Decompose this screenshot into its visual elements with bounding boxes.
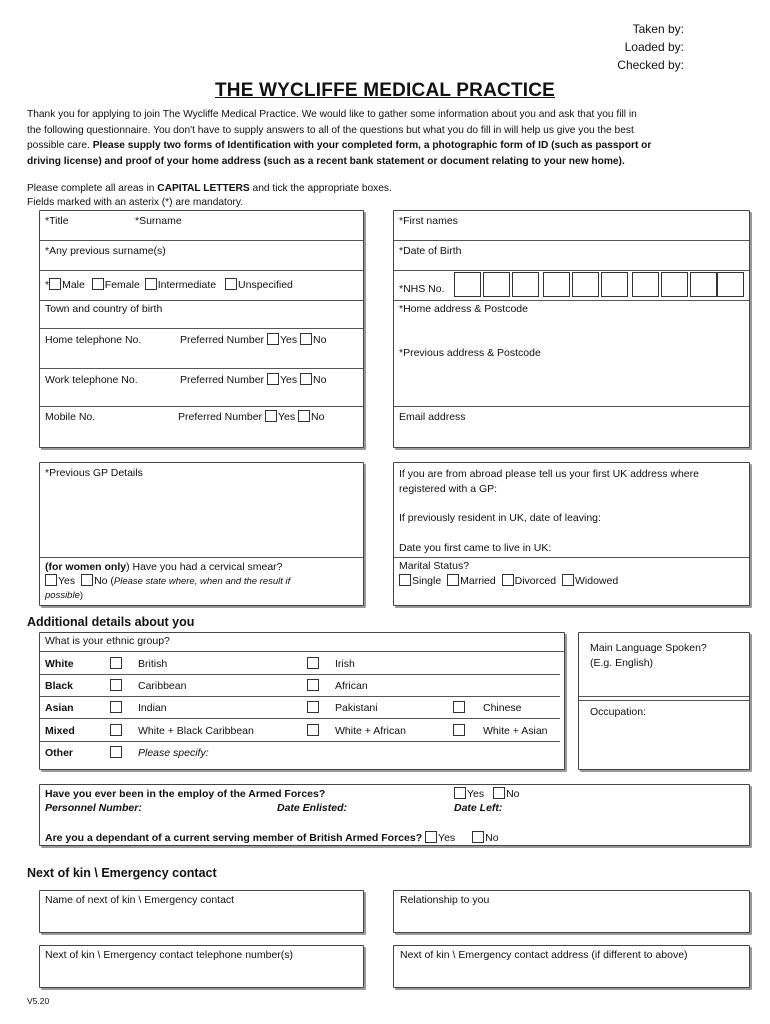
dependant-yes-checkbox[interactable] xyxy=(425,831,437,843)
mobile-no-label: No xyxy=(311,411,325,423)
date-leaving-label: If previously resident in UK, date of leaving: xyxy=(399,512,601,524)
asian-pakistani-checkbox[interactable] xyxy=(307,701,319,713)
single-label: Single xyxy=(412,575,442,587)
nhs-digit-10[interactable] xyxy=(717,272,744,297)
other-ethnic-checkbox[interactable] xyxy=(110,746,122,758)
dependant-no-checkbox[interactable] xyxy=(472,831,484,843)
smear-note: Please state where, when and the result if xyxy=(113,576,291,587)
black-african-checkbox[interactable] xyxy=(307,679,319,691)
personnel-number-label[interactable]: Personnel Number: xyxy=(45,802,142,814)
ethnic-row-line-4 xyxy=(40,741,560,742)
other-specify-label: Please specify: xyxy=(138,747,209,759)
asian-indian-label: Indian xyxy=(138,702,167,714)
mobile-preferred-label: Preferred Number xyxy=(178,411,263,423)
armed-forces-no-checkbox[interactable] xyxy=(493,787,505,799)
married-checkbox[interactable] xyxy=(447,574,459,586)
dob-label: *Date of Birth xyxy=(399,245,462,257)
work-preferred-no-checkbox[interactable] xyxy=(300,373,312,385)
home-address-label: *Home address & Postcode xyxy=(399,303,528,315)
black-caribbean-checkbox[interactable] xyxy=(110,679,122,691)
cervical-smear-question: ) Have you had a cervical smear? xyxy=(126,561,283,573)
home-preferred-label: Preferred Number xyxy=(180,334,265,346)
date-of-birth-field[interactable] xyxy=(394,241,749,271)
work-no-label: No xyxy=(313,374,327,386)
mandatory-note: Fields marked with an asterix (*) are mandatory. xyxy=(27,197,244,208)
next-of-kin-heading: Next of kin \ Emergency contact xyxy=(27,866,217,880)
caps-instruction-b: CAPITAL LETTERS xyxy=(157,183,250,194)
mobile-preferred-no-checkbox[interactable] xyxy=(298,410,310,422)
ethnic-other-label: Other xyxy=(45,747,74,759)
mixed-white-black-caribbean-label: White + Black Caribbean xyxy=(138,725,254,737)
nok-name-field[interactable] xyxy=(39,890,364,933)
cervical-smear-row xyxy=(40,558,363,606)
previous-gp-box xyxy=(39,462,364,606)
intro-line-2: the following questionnaire. You don't have to supply answers to all of the questions but what you do fill in will help us give you the best xyxy=(27,124,634,136)
female-label: Female xyxy=(104,279,140,291)
smear-no-label: No ( xyxy=(94,575,114,587)
ethnic-row-line-1 xyxy=(40,674,560,675)
work-preferred-label: Preferred Number xyxy=(180,374,265,386)
home-telephone-row[interactable] xyxy=(40,329,363,369)
nok-address-field[interactable] xyxy=(393,945,750,988)
intro-line-3b: Please supply two forms of Identification with your completed form, a photographic form of ID (such as passport or xyxy=(92,140,652,151)
white-british-label: British xyxy=(138,658,168,670)
smear-close-paren: ) xyxy=(79,590,84,601)
email-field[interactable] xyxy=(394,407,749,447)
nok-address-label: Next of kin \ Emergency contact address (if different to above) xyxy=(400,949,688,961)
black-caribbean-label: Caribbean xyxy=(138,680,187,692)
armed-forces-yes-checkbox[interactable] xyxy=(454,787,466,799)
mixed-white-african-checkbox[interactable] xyxy=(307,724,319,736)
asian-chinese-label: Chinese xyxy=(483,702,522,714)
personal-details-right xyxy=(393,210,750,448)
abroad-marital-box xyxy=(393,462,750,606)
nhs-digit-7[interactable] xyxy=(632,272,659,297)
marital-status-label: Marital Status? xyxy=(399,560,470,572)
home-preferred-yes-checkbox[interactable] xyxy=(267,333,279,345)
occupation-label: Occupation: xyxy=(590,706,647,718)
previous-gp-label: *Previous GP Details xyxy=(45,467,143,479)
gender-row xyxy=(40,271,363,301)
previous-gp-field[interactable] xyxy=(40,463,363,558)
intermediate-label: Intermediate xyxy=(157,279,217,291)
nok-relationship-label: Relationship to you xyxy=(400,894,490,906)
main-language-field[interactable] xyxy=(579,633,749,697)
married-label: Married xyxy=(460,575,496,587)
intro-line-3a: possible care. xyxy=(27,140,93,151)
mobile-label: Mobile No. xyxy=(45,411,96,423)
ethnic-header-line xyxy=(40,651,564,652)
home-no-label: No xyxy=(313,334,327,346)
mixed-white-asian-checkbox[interactable] xyxy=(453,724,465,736)
ethnic-asian-label: Asian xyxy=(45,702,74,714)
women-only-label: (for women only xyxy=(45,561,127,573)
personal-details-left xyxy=(39,210,364,448)
divorced-checkbox[interactable] xyxy=(502,574,514,586)
smear-yes-checkbox[interactable] xyxy=(45,574,57,586)
date-came-label: Date you first came to live in UK: xyxy=(399,541,552,554)
caps-instruction-a: Please complete all areas in xyxy=(27,183,158,194)
armed-forces-no-label: No xyxy=(506,788,520,800)
language-occupation-box xyxy=(578,632,750,770)
page-title-text: THE WYCLIFFE MEDICAL PRACTICE xyxy=(214,80,556,101)
mixed-white-african-label: White + African xyxy=(335,725,406,737)
abroad-details-field[interactable] xyxy=(394,463,749,558)
nhs-digit-3[interactable] xyxy=(512,272,539,297)
white-irish-checkbox[interactable] xyxy=(307,657,319,669)
abroad-line-1: If you are from abroad please tell us your first UK address where xyxy=(399,468,699,480)
town-country-birth-field[interactable] xyxy=(40,301,363,329)
nhs-digit-6[interactable] xyxy=(601,272,628,297)
home-yes-label: Yes xyxy=(279,334,298,346)
home-tel-label: Home telephone No. xyxy=(45,334,142,346)
ethnic-mixed-label: Mixed xyxy=(45,725,75,737)
ethnic-row-line-2 xyxy=(40,696,560,697)
ethnic-black-label: Black xyxy=(45,680,74,692)
mobile-yes-label: Yes xyxy=(277,411,296,423)
ethnic-row-line-3 xyxy=(40,718,560,719)
work-yes-label: Yes xyxy=(279,374,298,386)
unspecified-label: Unspecified xyxy=(238,279,293,291)
first-names-label: *First names xyxy=(399,215,458,227)
main-language-label: Main Language Spoken? xyxy=(590,642,707,654)
date-left-label[interactable]: Date Left: xyxy=(454,802,503,814)
home-preferred-no-checkbox[interactable] xyxy=(300,333,312,345)
nhs-digit-5[interactable] xyxy=(572,272,599,297)
ethnic-white-label: White xyxy=(45,658,74,670)
office-use-block xyxy=(617,20,684,74)
dependant-no-label: No xyxy=(485,832,499,844)
gender-star: * xyxy=(45,279,50,291)
intermediate-checkbox[interactable] xyxy=(145,278,157,290)
intro-line-4: driving license) and proof of your home address (such as a recent bank statement or document relating to your new home). xyxy=(27,155,625,167)
armed-forces-yes-label: Yes xyxy=(467,788,485,800)
smear-note-2: possible xyxy=(45,590,80,601)
intro-text xyxy=(27,107,757,169)
nok-phone-label: Next of kin \ Emergency contact telephone number(s) xyxy=(45,949,294,961)
previous-surname-label: *Any previous surname(s) xyxy=(45,245,166,257)
occupation-field[interactable] xyxy=(579,700,749,770)
single-checkbox[interactable] xyxy=(399,574,411,586)
white-british-checkbox[interactable] xyxy=(110,657,122,669)
dependant-question: Are you a dependant of a current serving member of British Armed Forces? xyxy=(45,832,423,844)
armed-forces-question: Have you ever been in the employ of the Armed Forces? xyxy=(45,788,326,800)
main-language-example: (E.g. English) xyxy=(590,657,654,669)
asian-indian-checkbox[interactable] xyxy=(110,701,122,713)
town-country-label: Town and country of birth xyxy=(45,303,163,315)
nhs-number-row xyxy=(394,271,749,301)
dependant-yes-label: Yes xyxy=(438,832,456,844)
smear-yes-label: Yes xyxy=(58,575,76,587)
black-african-label: African xyxy=(335,680,368,692)
abroad-line-2: registered with a GP: xyxy=(399,482,498,495)
email-label: Email address xyxy=(399,411,466,423)
divorced-label: Divorced xyxy=(514,575,557,587)
caps-instruction-c: and tick the appropriate boxes. xyxy=(249,183,392,194)
male-label: Male xyxy=(62,279,85,291)
checked-by-label: Checked by: xyxy=(617,58,684,72)
title-label: *Title xyxy=(45,215,69,227)
mixed-white-asian-label: White + Asian xyxy=(483,725,548,737)
work-tel-label: Work telephone No. xyxy=(45,374,138,386)
first-names-field[interactable] xyxy=(394,211,749,241)
female-checkbox[interactable] xyxy=(92,278,104,290)
unspecified-checkbox[interactable] xyxy=(225,278,237,290)
previous-address-label: *Previous address & Postcode xyxy=(399,347,541,359)
nok-name-label: Name of next of kin \ Emergency contact xyxy=(45,894,235,906)
work-telephone-row[interactable] xyxy=(40,369,363,407)
nok-relationship-field[interactable] xyxy=(393,890,750,933)
widowed-label: Widowed xyxy=(575,575,619,587)
marital-status-row xyxy=(394,558,749,606)
male-checkbox[interactable] xyxy=(49,278,61,290)
work-preferred-yes-checkbox[interactable] xyxy=(267,373,279,385)
nhs-digit-4[interactable] xyxy=(543,272,570,297)
mobile-row[interactable] xyxy=(40,407,363,447)
asian-pakistani-label: Pakistani xyxy=(335,702,378,714)
additional-details-heading: Additional details about you xyxy=(27,615,195,629)
title-surname-row[interactable] xyxy=(40,211,363,241)
widowed-checkbox[interactable] xyxy=(562,574,574,586)
taken-by-label: Taken by: xyxy=(632,22,684,36)
nok-phone-field[interactable] xyxy=(39,945,364,988)
nhs-label: *NHS No. xyxy=(399,283,445,295)
nhs-digit-2[interactable] xyxy=(483,272,510,297)
ethnic-group-box xyxy=(39,632,565,770)
intro-line-1: Thank you for applying to join The Wycliffe Medical Practice. We would like to gather some information about you and ask that you fill in xyxy=(27,109,637,120)
previous-surname-field[interactable] xyxy=(40,241,363,271)
nhs-digit-1[interactable] xyxy=(454,272,481,297)
armed-forces-box xyxy=(39,784,750,846)
mobile-preferred-yes-checkbox[interactable] xyxy=(265,410,277,422)
loaded-by-label: Loaded by: xyxy=(624,40,684,54)
mixed-white-black-caribbean-checkbox[interactable] xyxy=(110,724,122,736)
asian-chinese-checkbox[interactable] xyxy=(453,701,465,713)
nhs-digit-8[interactable] xyxy=(661,272,688,297)
date-enlisted-label[interactable]: Date Enlisted: xyxy=(277,802,348,814)
address-field[interactable] xyxy=(394,301,749,407)
instructions xyxy=(27,182,392,210)
ethnic-question: What is your ethnic group? xyxy=(45,635,170,647)
smear-no-checkbox[interactable] xyxy=(81,574,93,586)
nhs-digit-9[interactable] xyxy=(690,272,717,297)
white-irish-label: Irish xyxy=(335,658,355,670)
version-label: V5.20 xyxy=(27,996,50,1006)
page-title xyxy=(0,80,770,102)
surname-label: *Surname xyxy=(135,215,182,227)
